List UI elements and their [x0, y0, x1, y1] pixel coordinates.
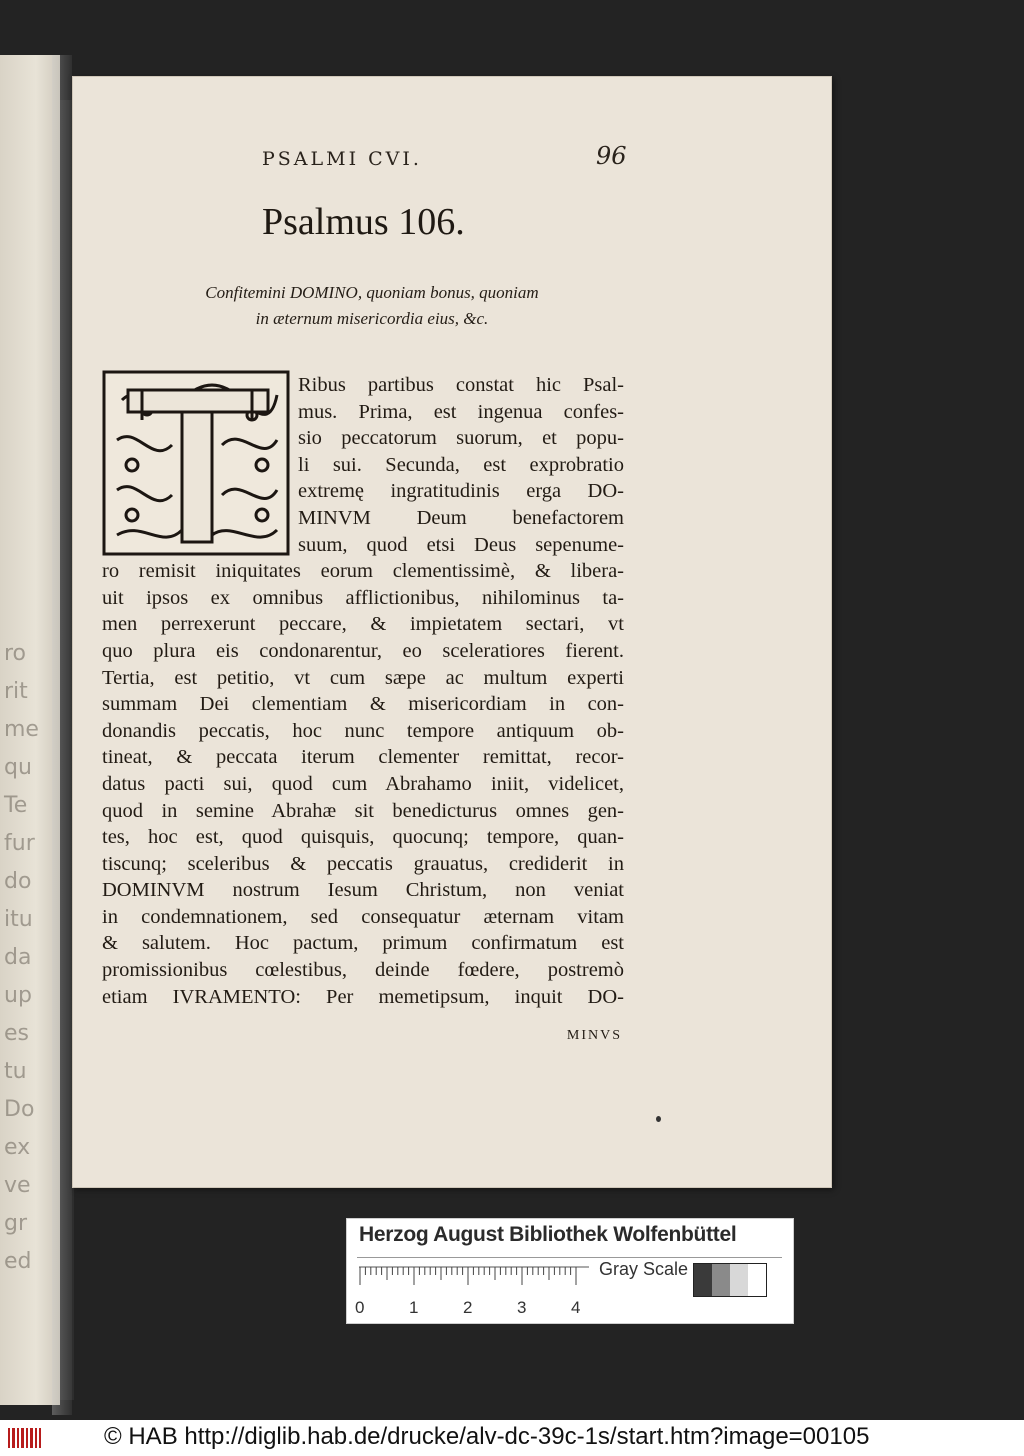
- text-line: DOMINVM nostrum Iesum Christum, non veniat: [102, 879, 624, 902]
- gray-swatch: [694, 1264, 712, 1296]
- gray-swatch: [712, 1264, 730, 1296]
- text-line: promissionibus cœlestibus, deinde fœdere, postremò: [102, 959, 624, 982]
- page-number: 96: [596, 142, 627, 170]
- color-scale-card: [346, 1218, 794, 1324]
- text-line: uit ipsos ex omnibus afflictionibus, nihilominus ta-: [102, 586, 624, 609]
- gray-scale-label: Gray Scale: [599, 1259, 689, 1279]
- text-line: MINVM Deum benefactorem: [298, 506, 624, 529]
- incipit: [122, 280, 622, 332]
- body-text: [102, 372, 624, 1010]
- card-divider: [357, 1257, 782, 1258]
- text-line: mus. Prima, est ingenua confes-: [298, 400, 624, 423]
- ruler-label: 2: [463, 1298, 473, 1317]
- text-line: datus pacti sui, quod cum Abrahamo iniit, videlicet,: [102, 772, 624, 795]
- gray-swatch: [730, 1264, 748, 1296]
- cm-ruler: [357, 1263, 589, 1319]
- ink-spot: [656, 1116, 661, 1122]
- catchword: MINVS: [566, 1028, 622, 1043]
- incipit-line: Confitemini DOMINO, quoniam bonus, quoniam: [205, 283, 539, 302]
- ruler-label: 4: [571, 1298, 581, 1317]
- text-line: tiscunq; sceleribus & peccatis grauatus, crediderit in: [102, 852, 624, 875]
- text-line: Ribus partibus constat hic Psal-: [298, 374, 624, 396]
- text-line: donandis peccatis, hoc nunc tempore antiquum ob-: [102, 719, 624, 742]
- ruler-label: 0: [355, 1298, 365, 1317]
- hab-barcode-logo-icon: [6, 1425, 42, 1451]
- text-line: li sui. Secunda, est exprobratio: [298, 453, 624, 476]
- book-page: [72, 76, 832, 1188]
- incipit-line: in æternum misericordia eius, &c.: [255, 309, 489, 328]
- text-line: suum, quod etsi Deus sepenume-: [298, 533, 624, 556]
- text-line: men perrexerunt peccare, & impietatem sectari, vt: [102, 613, 624, 636]
- glass-plate-edge: [52, 55, 72, 1415]
- text-line: sio peccatorum suorum, et popu-: [298, 427, 624, 450]
- text-line: in condemnationem, sed consequatur æternam vitam: [102, 905, 624, 928]
- running-head: PSALMI CVI.: [262, 148, 422, 170]
- text-line: quo plura eis condonarentur, eo sceleratiores fierent.: [102, 639, 624, 662]
- gray-swatch: [748, 1264, 766, 1296]
- ruler-label: 3: [517, 1298, 527, 1317]
- ruler-label: 1: [409, 1298, 419, 1317]
- gray-scale-swatches: [693, 1263, 767, 1297]
- psalm-title: Psalmus 106.: [262, 201, 465, 243]
- text-line: quod in semine Abrahæ sit benedicturus omnes gen-: [102, 799, 624, 822]
- library-name: Herzog August Bibliothek Wolfenbüttel: [359, 1223, 737, 1246]
- copyright-url[interactable]: © HAB http://diglib.hab.de/drucke/alv-dc-39c-1s/start.htm?image=00105: [104, 1423, 870, 1450]
- text-line: etiam IVRAMENTO: Per memetipsum, inquit DO-: [102, 985, 624, 1008]
- text-line: extremę ingratitudinis erga DO-: [298, 480, 624, 503]
- previous-page-edge: ro rit me qu Te fur do itu da up es tu Do ex ve gr ed: [0, 55, 60, 1405]
- text-line: tes, hoc est, quod quisquis, quocunq; tempore, quan-: [102, 826, 624, 849]
- text-line: summam Dei clementiam & misericordiam in con-: [102, 693, 624, 716]
- footer-bar: [0, 1420, 1024, 1456]
- text-line: ro remisit iniquitates eorum clementissimè, & libera-: [102, 560, 624, 583]
- text-line: & salutem. Hoc pactum, primum confirmatum est: [102, 932, 624, 955]
- text-line: Tertia, est petitio, vt cum sæpe ac multum experti: [102, 666, 624, 689]
- text-line: tineat, & peccata iterum clementer remittat, recor-: [102, 746, 624, 769]
